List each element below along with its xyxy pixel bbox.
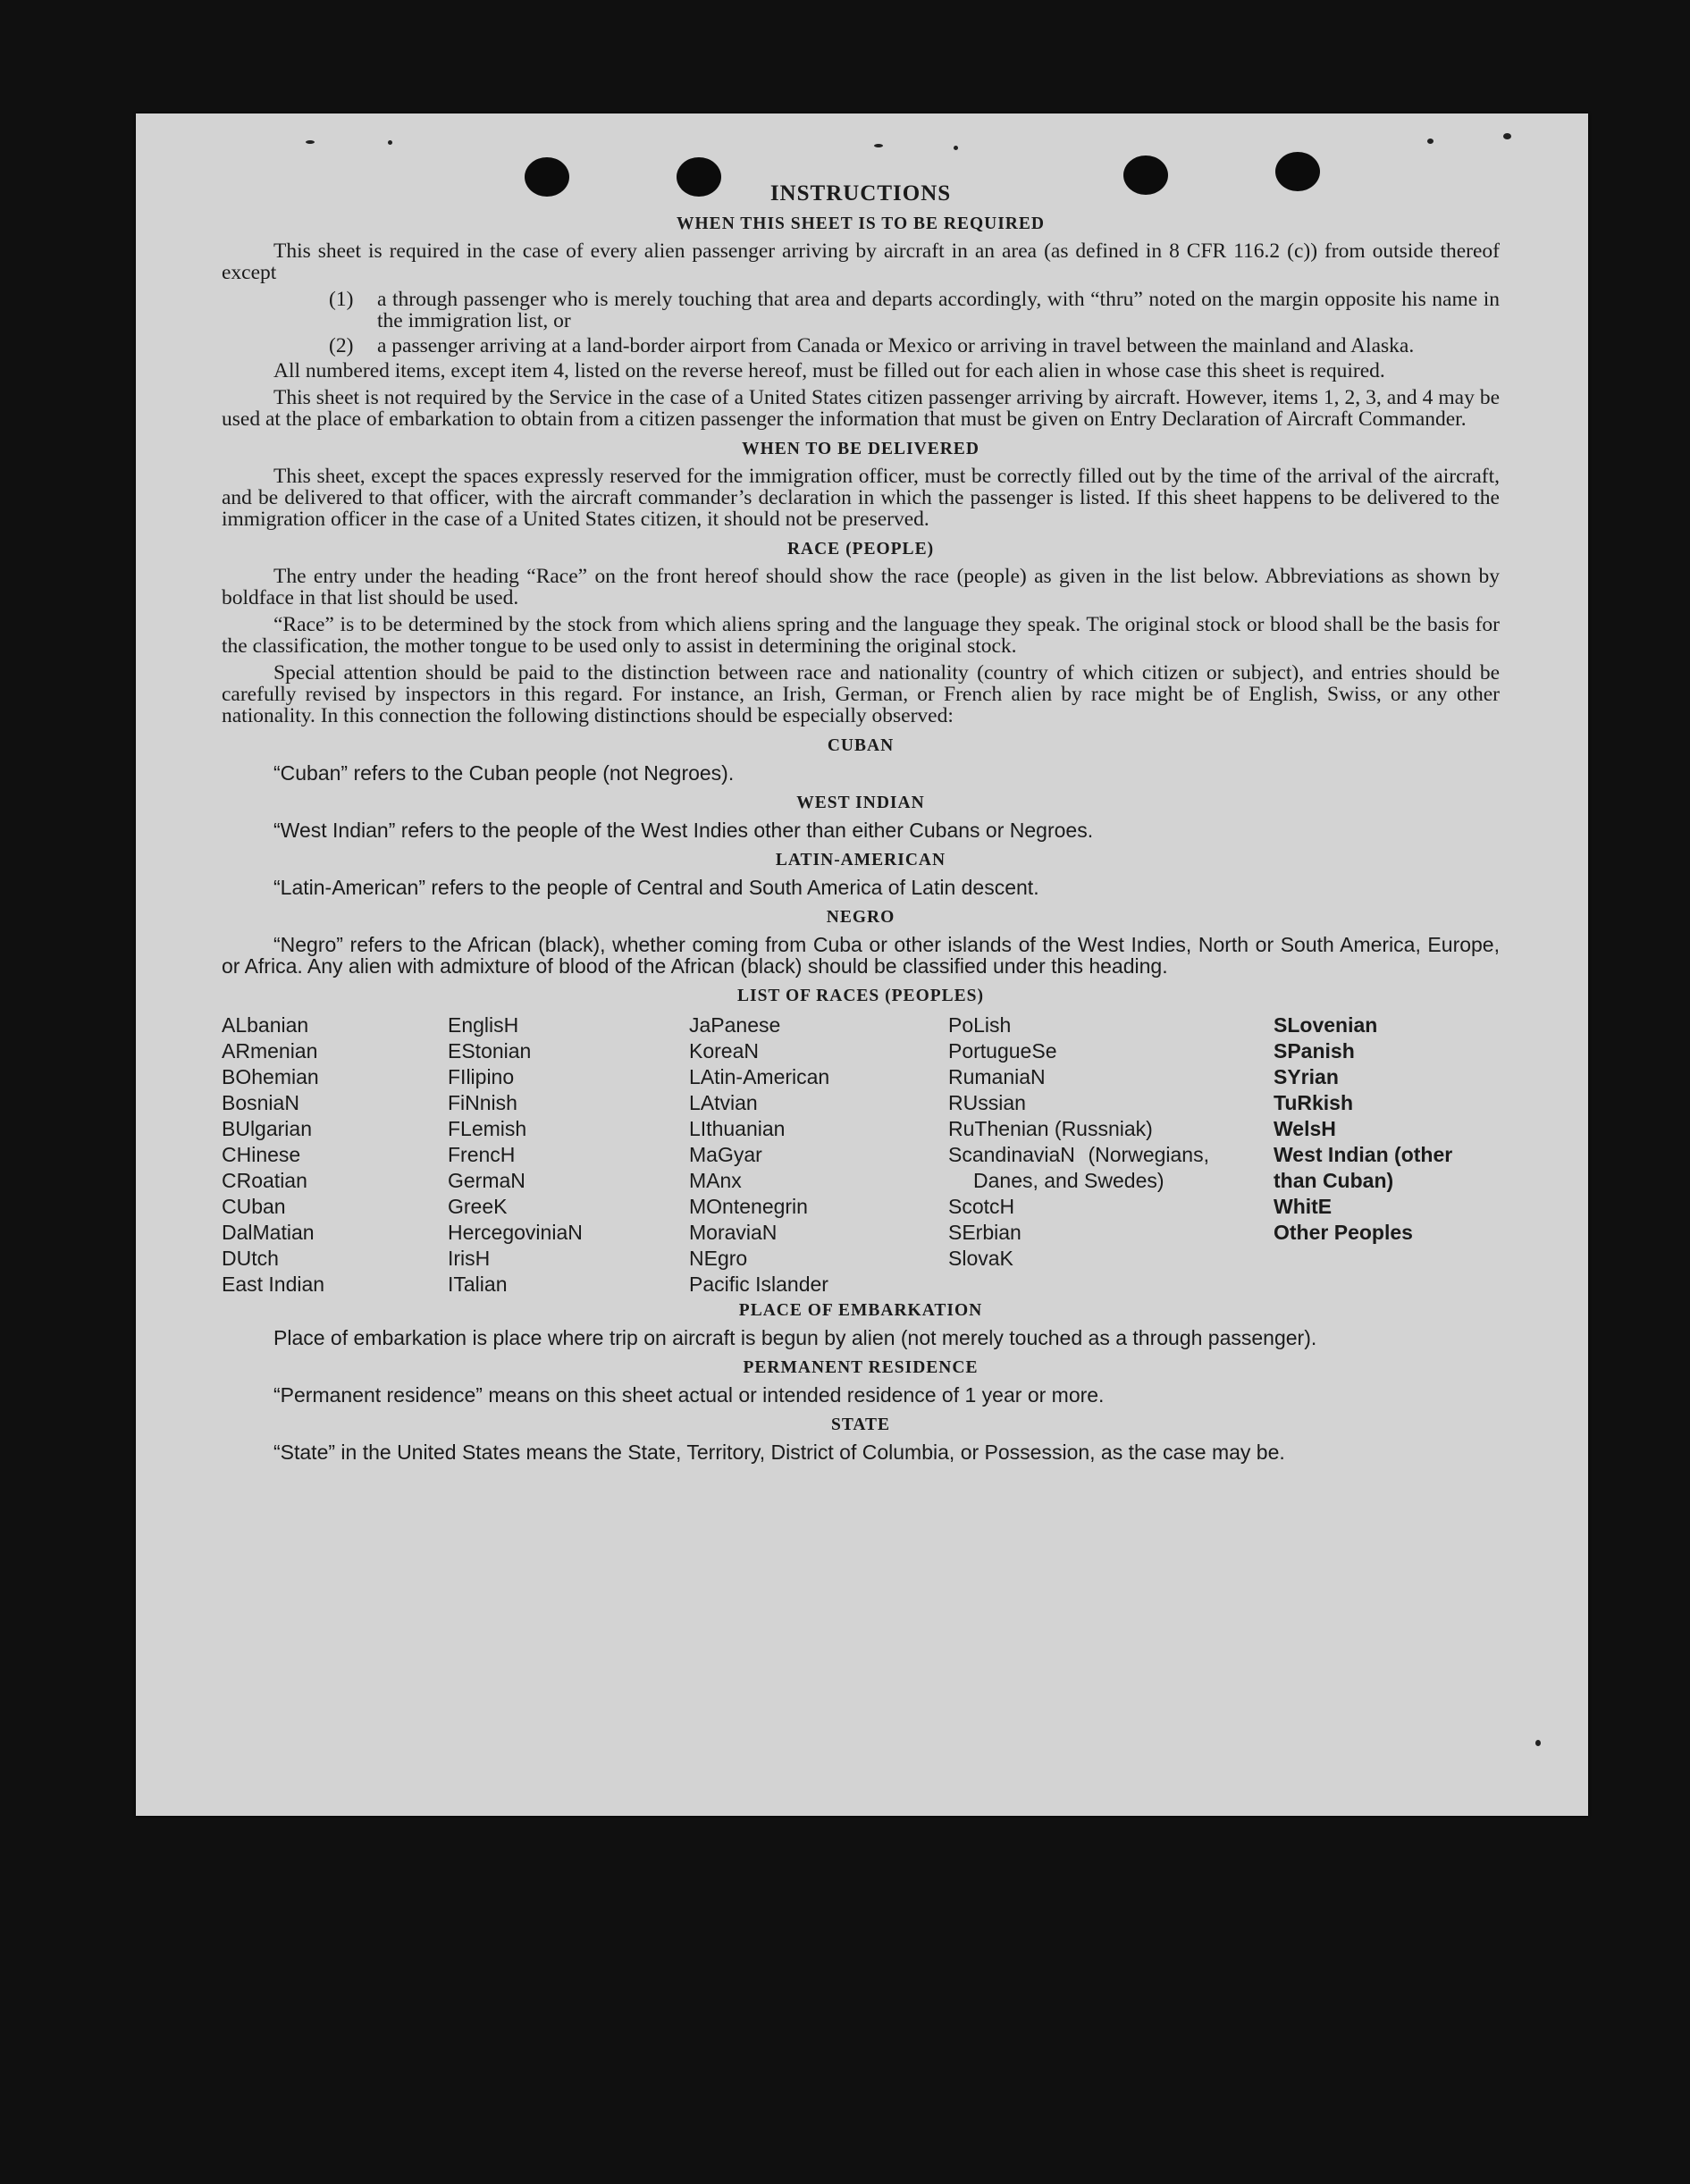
- race-column: [948, 1012, 1209, 1272]
- race-item: RumaniaN: [948, 1065, 1046, 1088]
- race-item: East Indian: [222, 1273, 325, 1296]
- race-item: NEgro: [689, 1247, 748, 1270]
- speck: [1535, 1740, 1541, 1746]
- instructions-content: [222, 183, 1500, 1468]
- race-item: CRoatian: [222, 1169, 307, 1192]
- paragraph: This sheet, except the spaces expressly reserved for the immigration officer, must be correctly filled out by the time of the arrival of the aircraft, and be delivered to that officer, with the aircraft commander’s declaration in which the passenger is listed. If this sheet happens to be delivered to the immigration officer in the case of a United States citizen, it should not be preserved.: [222, 465, 1500, 531]
- list-item: (1) a through passenger who is merely touching that area and departs accordingly, with “thru” noted on the margin opposite his name in the immigration list, or: [329, 288, 1500, 332]
- section-heading: LIST OF RACES (PEOPLES): [736, 987, 984, 1005]
- race-item: SlovaK: [948, 1247, 1013, 1270]
- race-item: Pacific Islander: [689, 1273, 828, 1296]
- paragraph: “Permanent residence” means on this sheet actual or intended residence of 1 year or more.: [273, 1383, 1105, 1407]
- speck: [1503, 133, 1511, 139]
- race-item: West Indian (other than Cuban): [1274, 1143, 1453, 1192]
- race-item: EnglisH: [448, 1013, 519, 1037]
- race-item: MaGyar: [689, 1143, 762, 1166]
- paragraph: “Cuban” refers to the Cuban people (not Negroes).: [273, 761, 735, 785]
- section-heading: PERMANENT RESIDENCE: [743, 1358, 979, 1377]
- paragraph: The entry under the heading “Race” on the front hereof should show the race (people) as given in the list below. Abbreviations as shown by boldface in that list should be used.: [222, 565, 1500, 609]
- race-item: TuRkish: [1274, 1091, 1354, 1114]
- paragraph: “State” in the United States means the State, Territory, District of Columbia, or Possession, as the case may be.: [273, 1441, 1285, 1464]
- speck: [306, 140, 315, 144]
- section-heading: NEGRO: [826, 908, 895, 927]
- paragraph: “Negro” refers to the African (black), whether coming from Cuba or other islands of the West Indies, North or South America, Europe, or Africa. Any alien with admixture of blood of the African (black) should be classified under this heading.: [222, 933, 1500, 978]
- race-column: [689, 1012, 829, 1298]
- race-item: BOhemian: [222, 1065, 319, 1088]
- race-item: GermaN: [448, 1169, 525, 1192]
- paragraph: “Race” is to be determined by the stock from which aliens spring and the language they speak. The original stock or blood shall be the basis for the classification, the mother tongue to be used only to assist in determining the original stock.: [222, 613, 1500, 658]
- race-item: RuThenian (Russniak): [948, 1117, 1153, 1140]
- speck: [388, 140, 392, 145]
- race-column: [222, 1012, 324, 1298]
- race-item: FiNnish: [448, 1091, 517, 1114]
- race-item: PortugueSe: [948, 1039, 1057, 1063]
- section-heading: PLACE OF EMBARKATION: [738, 1301, 983, 1320]
- race-item: FrencH: [448, 1143, 516, 1166]
- race-item: DUtch: [222, 1247, 279, 1270]
- race-item: ScotcH: [948, 1195, 1015, 1218]
- section-heading: WHEN THIS SHEET IS TO BE REQUIRED: [677, 214, 1045, 233]
- section-heading: STATE: [830, 1415, 891, 1434]
- paragraph: This sheet is not required by the Service in the case of a United States citizen passenger arriving by aircraft. However, items 1, 2, 3, and 4 may be used at the place of embarkation to obtain from a citizen passenger the information that must be given on Entry Declaration of Aircraft Commander.: [222, 386, 1500, 431]
- race-item: FIlipino: [448, 1065, 515, 1088]
- section-heading: WHEN TO BE DELIVERED: [742, 440, 980, 458]
- speck: [874, 144, 883, 147]
- race-item: MAnx: [689, 1169, 742, 1192]
- race-item: ITalian: [448, 1273, 508, 1296]
- race-item: Other Peoples: [1274, 1221, 1413, 1244]
- race-item: MOntenegrin: [689, 1195, 808, 1218]
- race-item: BUlgarian: [222, 1117, 312, 1140]
- race-item: LAtvian: [689, 1091, 758, 1114]
- race-item: WhitE: [1274, 1195, 1333, 1218]
- speck: [954, 146, 958, 150]
- race-item: SPanish: [1274, 1039, 1355, 1063]
- section-heading: LATIN-AMERICAN: [775, 851, 946, 869]
- race-item: FLemish: [448, 1117, 527, 1140]
- speck: [1427, 139, 1434, 144]
- race-item: LIthuanian: [689, 1117, 786, 1140]
- race-item: CUban: [222, 1195, 286, 1218]
- race-item: MoraviaN: [689, 1221, 778, 1244]
- section-heading: WEST INDIAN: [796, 794, 925, 812]
- page-title: INSTRUCTIONS: [769, 181, 952, 206]
- paragraph: Special attention should be paid to the distinction between race and nationality (country of which citizen or subject), and entries should be carefully revised by inspectors in this regard. For instance, an Irish, German, or French alien by race might be of English, Swiss, or any other nationality. In this connection the following distinctions should be especially observed:: [222, 661, 1500, 727]
- race-item: WelsH: [1274, 1117, 1336, 1140]
- race-item: DalMatian: [222, 1221, 315, 1244]
- race-column: [448, 1012, 583, 1298]
- list-item: (2) a passenger arriving at a land-border airport from Canada or Mexico or arriving in travel between the mainland and Alaska.: [329, 334, 1415, 357]
- race-list: [222, 1012, 1500, 1296]
- race-item: BosniaN: [222, 1091, 299, 1114]
- race-item: LAtin-American: [689, 1065, 830, 1088]
- race-item: HercegoviniaN: [448, 1221, 583, 1244]
- paragraph: “Latin-American” refers to the people of Central and South America of Latin descent.: [273, 876, 1039, 899]
- document-sheet: [136, 113, 1588, 1816]
- race-item: SYrian: [1274, 1065, 1339, 1088]
- race-item: RUssian: [948, 1091, 1026, 1114]
- race-item: IrisH: [448, 1247, 491, 1270]
- race-item: PoLish: [948, 1013, 1012, 1037]
- paragraph: Place of embarkation is place where trip on aircraft is begun by alien (not merely touched as a through passenger).: [273, 1326, 1317, 1349]
- race-item: GreeK: [448, 1195, 508, 1218]
- race-item: EStonian: [448, 1039, 532, 1063]
- race-item: ScandinaviaN (Norwegians, Danes, and Swedes): [948, 1143, 1209, 1192]
- race-item: SLovenian: [1274, 1013, 1378, 1037]
- race-item: ALbanian: [222, 1013, 309, 1037]
- race-item: JaPanese: [689, 1013, 781, 1037]
- paragraph: “West Indian” refers to the people of the West Indies other than either Cubans or Negroes.: [273, 819, 1094, 842]
- section-heading: CUBAN: [827, 736, 895, 755]
- race-item: SErbian: [948, 1221, 1022, 1244]
- paragraph: This sheet is required in the case of every alien passenger arriving by aircraft in an area (as defined in 8 CFR 116.2 (c)) from outside thereof except: [222, 239, 1500, 284]
- race-item: KoreaN: [689, 1039, 759, 1063]
- section-heading: RACE (PEOPLE): [786, 540, 935, 559]
- race-column: [1274, 1012, 1501, 1246]
- race-item: ARmenian: [222, 1039, 318, 1063]
- race-item: CHinese: [222, 1143, 301, 1166]
- paragraph: All numbered items, except item 4, listed on the reverse hereof, must be filled out for each alien in whose case this sheet is required.: [273, 359, 1385, 382]
